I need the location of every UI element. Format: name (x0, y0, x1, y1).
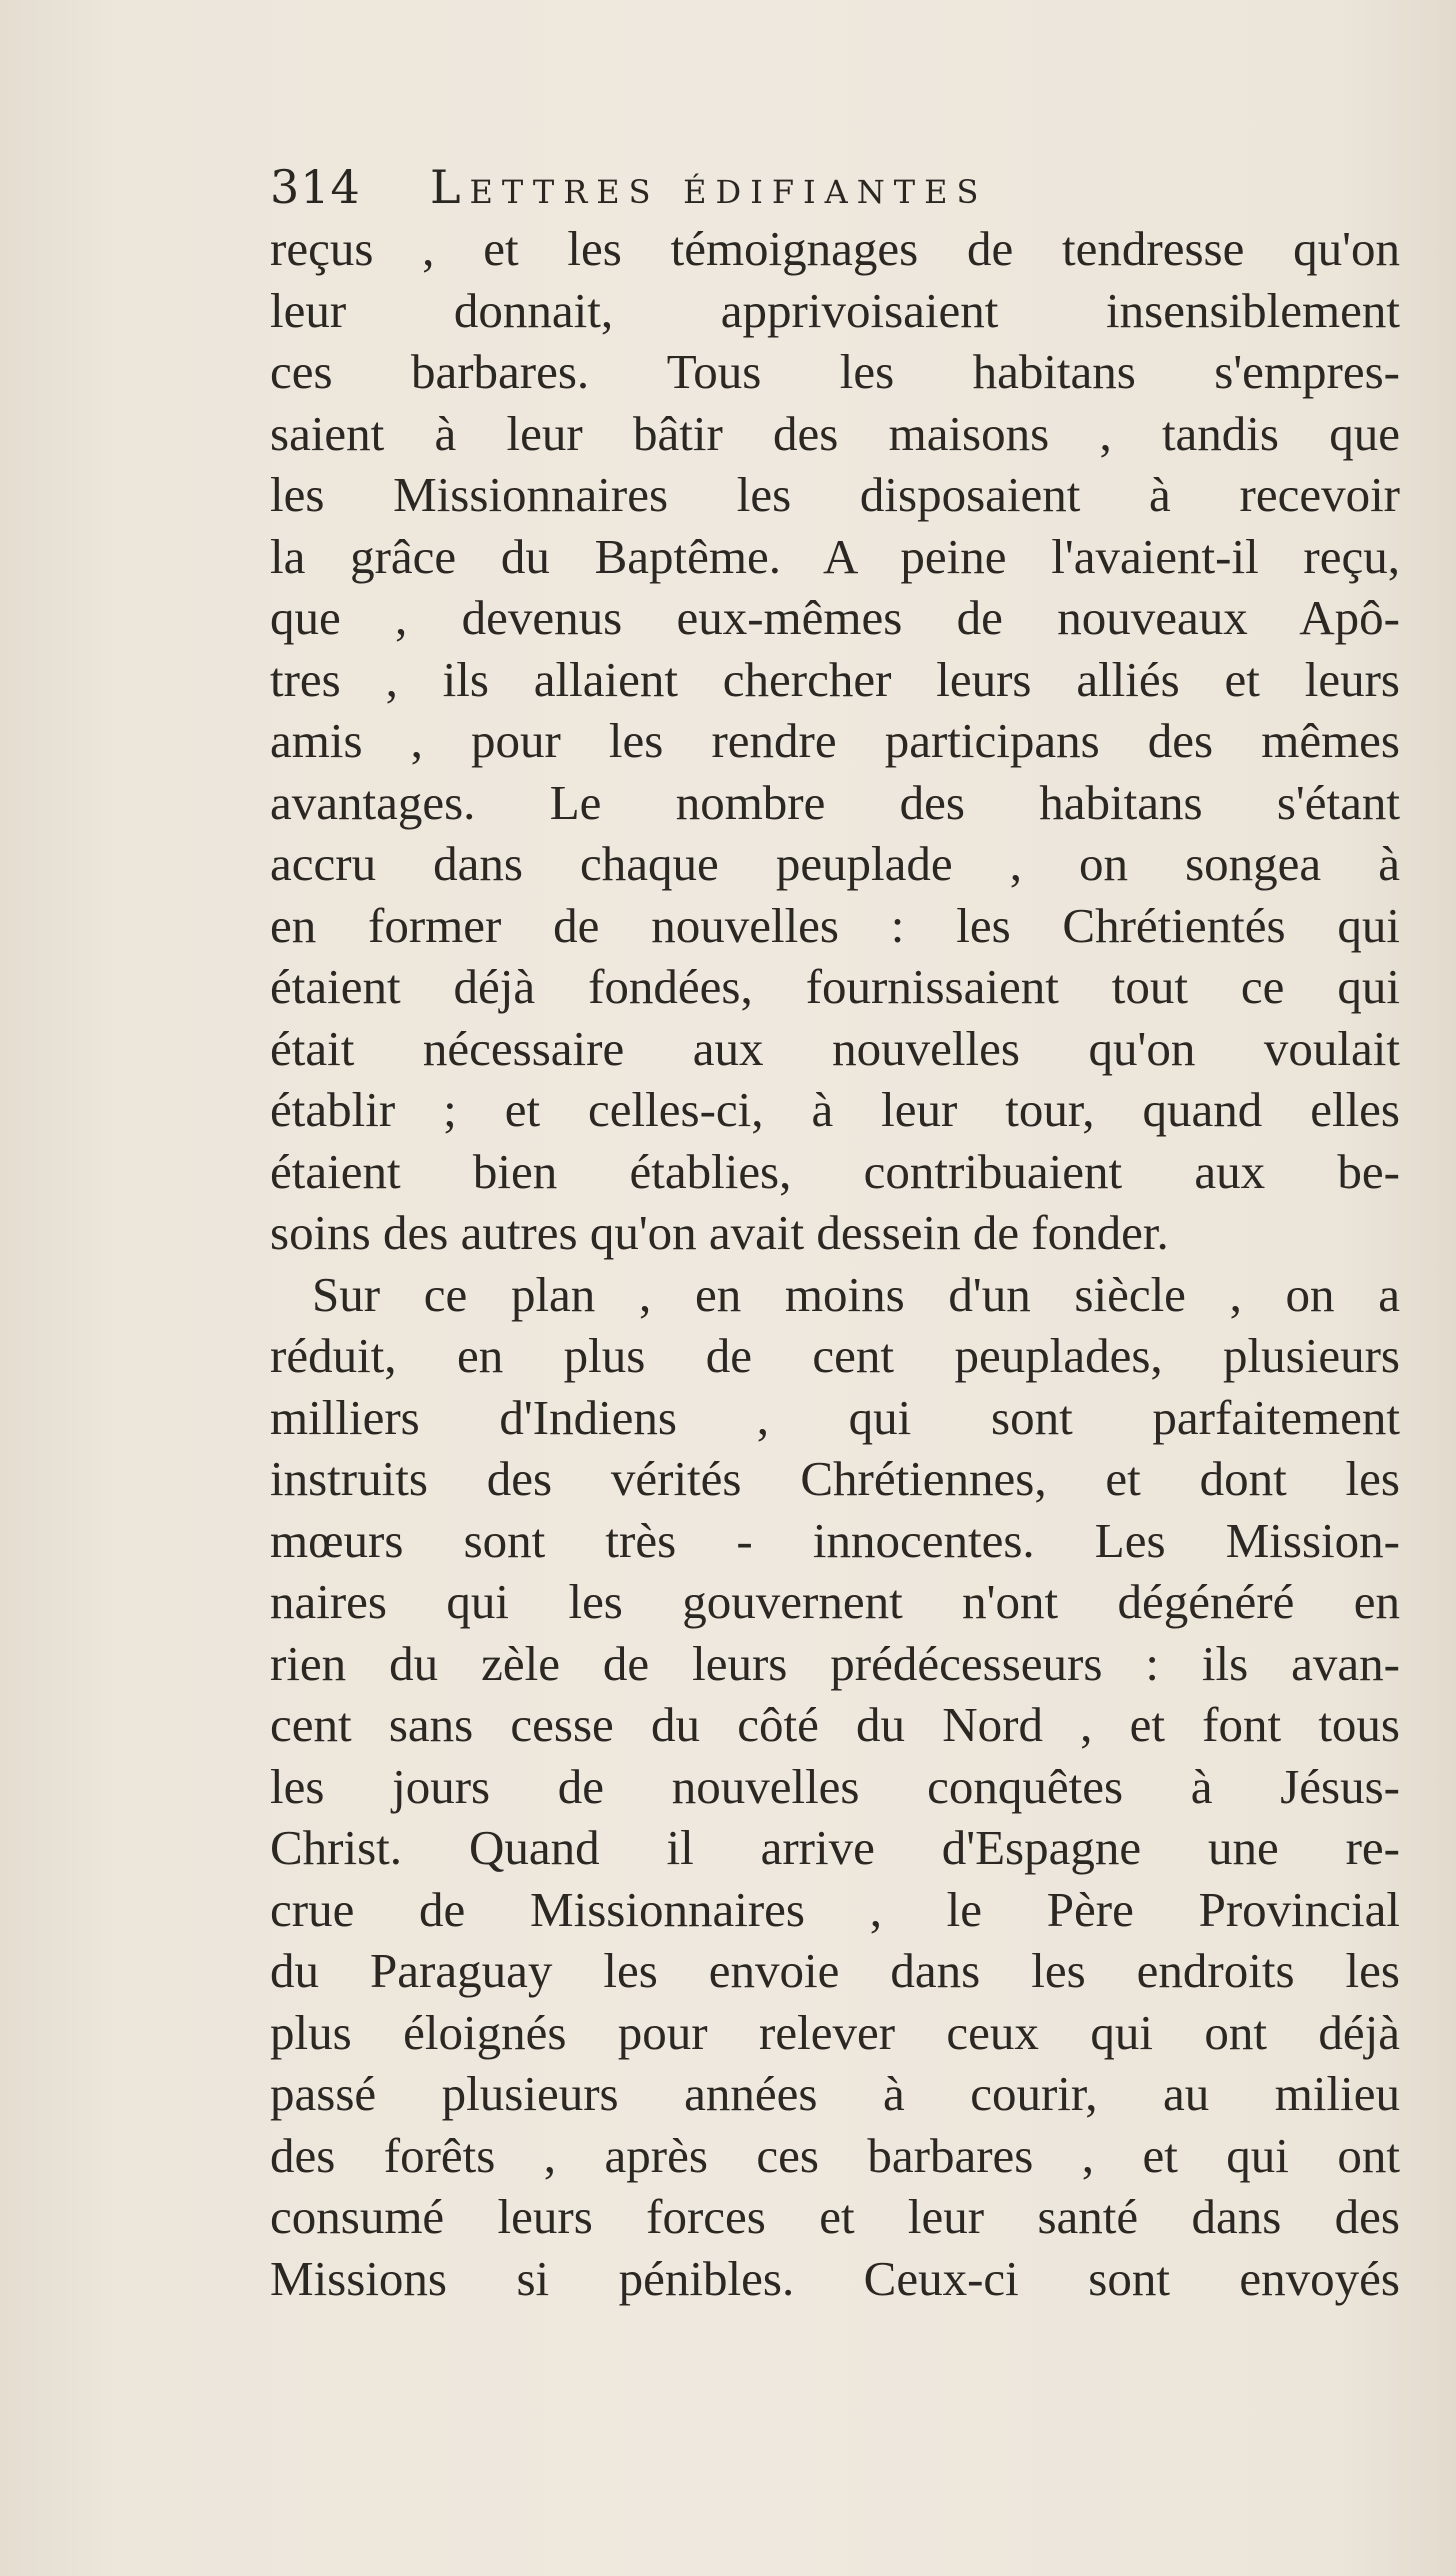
text-line: Missions si pénibles. Ceux-ci sont envoyés (270, 2250, 1400, 2306)
text-line: Sur ce plan , en moins d'un siècle , on a (312, 1266, 1400, 1322)
text-line: du Paraguay les envoie dans les endroits les (270, 1943, 1400, 1998)
text-line: des forêts , après ces barbares , et qui ont (270, 2127, 1400, 2183)
text-line: plus éloignés pour relever ceux qui ont déjà (270, 2004, 1400, 2060)
text-line: tres , ils allaient chercher leurs alliés et leurs (270, 651, 1400, 707)
page-number: 314 (270, 160, 361, 214)
text-line: mœurs sont très - innocentes. Les Mission- (270, 1512, 1400, 1568)
text-line: saient à leur bâtir des maisons , tandis que (270, 405, 1400, 461)
text-line: passé plusieurs années à courir, au milieu (270, 2066, 1400, 2121)
text-line: établir ; et celles-ci, à leur tour, quand elles (270, 1082, 1400, 1137)
text-line: que , devenus eux-mêmes de nouveaux Apô- (270, 590, 1400, 645)
running-title: Lettres édifiantes (430, 160, 988, 214)
text-line: crue de Missionnaires , le Père Provincial (270, 1881, 1400, 1937)
text-line: étaient bien établies, contribuaient aux be- (270, 1143, 1400, 1199)
text-line: était nécessaire aux nouvelles qu'on voulait (270, 1020, 1400, 1076)
text-line: avantages. Le nombre des habitans s'étant (270, 774, 1400, 830)
text-line: soins des autres qu'on avait dessein de fonder. (270, 1205, 1169, 1260)
text-line: leur donnait, apprivoisaient insensiblement (270, 282, 1400, 338)
text-line: reçus , et les témoignages de tendresse qu'on (270, 221, 1400, 276)
text-line: réduit, en plus de cent peuplades, plusieurs (270, 1328, 1400, 1383)
text-line: cent sans cesse du côté du Nord , et font tous (270, 1697, 1400, 1752)
text-line: naires qui les gouvernent n'ont dégénéré en (270, 1574, 1400, 1629)
text-line: les jours de nouvelles conquêtes à Jésus- (270, 1758, 1400, 1814)
text-line: ces barbares. Tous les habitans s'empres- (270, 344, 1400, 399)
text-line: instruits des vérités Chrétiennes, et dont les (270, 1451, 1400, 1506)
text-line: la grâce du Baptême. A peine l'avaient-il reçu, (270, 528, 1400, 584)
text-line: amis , pour les rendre participans des mêmes (270, 713, 1400, 768)
text-line: étaient déjà fondées, fournissaient tout ce qui (270, 959, 1400, 1014)
body-text (270, 218, 1400, 2309)
text-line: rien du zèle de leurs prédécesseurs : ils avan- (270, 1635, 1400, 1691)
text-line: accru dans chaque peuplade , on songea à (270, 836, 1400, 891)
page-header (270, 160, 1390, 216)
text-line: Christ. Quand il arrive d'Espagne une re- (270, 1820, 1400, 1875)
text-line: en former de nouvelles : les Chrétientés qui (270, 897, 1400, 953)
text-line: milliers d'Indiens , qui sont parfaitement (270, 1389, 1400, 1445)
text-line: consumé leurs forces et leur santé dans des (270, 2189, 1400, 2244)
text-line: les Missionnaires les disposaient à recevoir (270, 467, 1400, 522)
